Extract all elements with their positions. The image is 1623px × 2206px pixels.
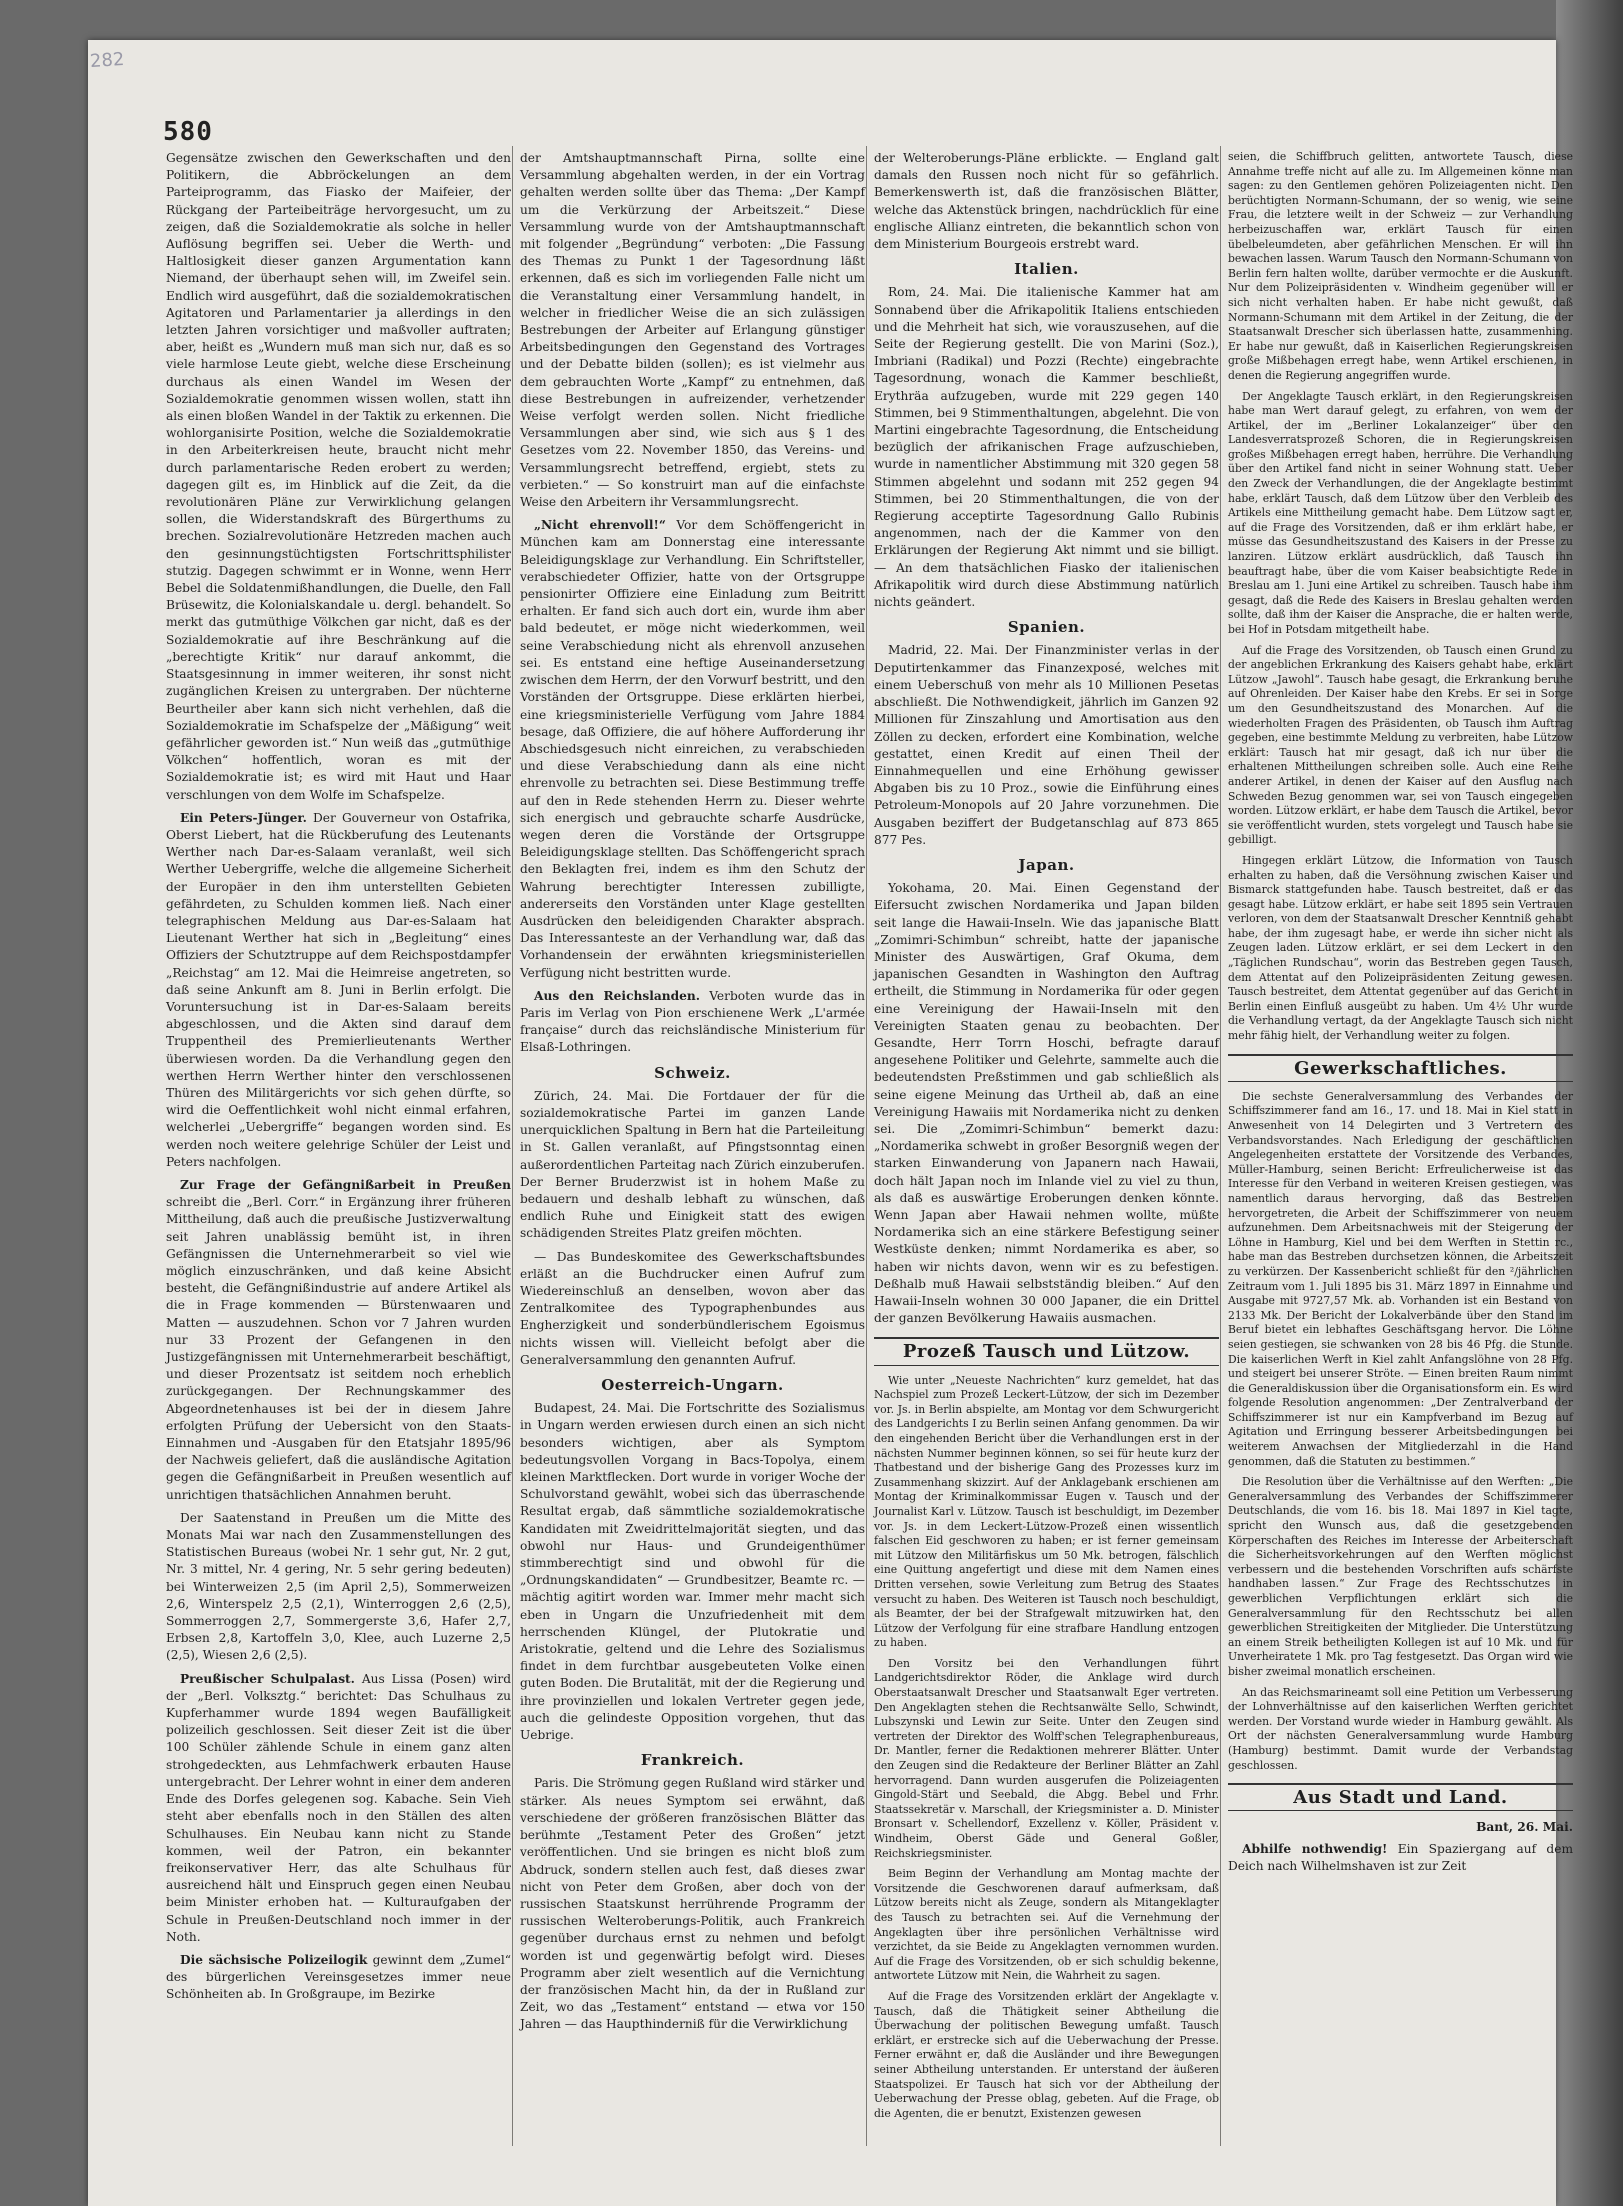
column-2 <box>520 150 865 2040</box>
article-text: Hingegen erklärt Lützow, die Information von Tausch erhalten zu haben, daß die Versöhnung zwischen Kaiser und Bismarck stattgefunden habe. Tausch bestreitet, daß er das gesagt habe. Lützow erklärt, er habe seit 1895 sein Vertrauen verloren, von dem der Staatsanwalt Drescher Kenntniß gehabt habe, der ihm zugesagt habe, er werde ihn sicher nicht als Zeugen laden. Lützow erklärt, er sei dem Leckert in den „Täglichen Rundschau“, worin das Bestreben gegen Tausch, dem Attentat auf den Polizeipräsidenten Zeitung gewesen. Tausch bestreitet, dem Attentat gegenüber auf das Gericht in Berlin einen Einfluß ausgeübt zu haben. Um 4½ Uhr wurde die Verhandlung vertagt, da der Angeklagte Tausch sich nicht mehr fähig hielt, der Verhandlung weiter zu folgen. <box>1228 853 1573 1043</box>
section-heading: Italien. <box>1014 260 1079 279</box>
column-3 <box>874 150 1219 2127</box>
article-text: der Welteroberungs-Pläne erblickte. — England galt damals den Russen noch nicht für so gefährlich. Bemerkenswerth ist, daß die französischen Blätter, welche das Aktenstück bringen, nachdrücklich für eine englische Allianz eintreten, die bekanntlich schon von dem Ministerium Bourgeois erstrebt ward. <box>874 151 1219 252</box>
section-heading: Aus Stadt und Land. <box>1228 1783 1573 1811</box>
article-text: Auf die Frage des Vorsitzenden erklärt der Angeklagte v. Tausch, daß die Thätigkeit seiner Abtheilung die Überwachung der politischen Bewegung umfaßt. Tausch erklärt, er erstrecke sich auf die Ueberwachung der Presse. Ferner erwähnt er, daß die Ausländer und ihre Bewegungen seiner Abtheilung unterstanden. Er unterstand der äußeren Staatspolizei. Er Tausch hat sich vor der Abtheilung der Ueberwachung der Presse oblag, gebeten. Auf die Frage, ob die Agenten, die er benutzt, Existenzen gewesen <box>874 1989 1219 2120</box>
article-paragraph <box>166 1671 511 1946</box>
article-text: Aus Lissa (Posen) wird der „Berl. Volksztg.“ berichtet: Das Schulhaus zu Kupferhammer wurde 1894 wegen Baufälligkeit polizeilich geschlossen. Seit dieser Zeit ist die über 100 Schüler zählende Schule in einem ganz alten strohgedeckten, aus Lehmfachwerk erbauten Hause untergebracht. Der Lehrer wohnt in einer dem anderen Ende des Dorfes gelegenen sog. Kabache. Sein Vieh steht aber ebenfalls noch in den Ställen des alten Schulhauses. Ein Neubau kann nicht zu Stande kommen, weil der Patron, ein bekannter freikonservativer Herr, das alte Schulhaus für ausreichend hält und Einspruch gegen einen Neubau beim Minister erhoben hat. — Kulturaufgaben der Schule in Preußen-Deutschland noch immer in der Noth. <box>166 1671 512 1944</box>
section-heading: Spanien. <box>1007 618 1086 637</box>
article-lead: Ein Peters-Jünger. <box>180 810 307 825</box>
article-text: gewinnt dem „Zumel“ des bürgerlichen Vereinsgesetzes immer neue Schönheiten ab. In Großgraupe, im Bezirke <box>166 1952 511 2002</box>
article-lead: Die sächsische Polizeilogik <box>180 1952 368 1967</box>
article-text: Auf die Frage des Vorsitzenden, ob Tausch einen Grund zu der angeblichen Erkrankung des Kaisers gehabt habe, erklärt Lützow „Jawohl“. Tausch habe gesagt, die Erkrankung beruhe auf Ohrenleiden. Der Kaiser habe den Krebs. Er sei in Sorge um den Gesundheitszustand des Monarchen. Auf die wiederholten Fragen des Präsidenten, ob Tausch ihm Auftrag gegeben, eine bestimmte Meldung zu verbreiten, habe Lützow erklärt: Tausch hat mir gesagt, daß ich nur über die erhaltenen Mittheilungen schreiben solle. Auch eine Reihe anderer Artikel, in denen der Kaiser auf den Ausflug nach Schweden Bezug genommen war, sei von Tausch eingegeben worden. Lützow erklärt, er habe dem Tausch die Artikel, bevor sie veröffentlicht wurden, stets vorgelegt und Tausch habe sie gebilligt. <box>1228 643 1573 847</box>
dateline: Bant, 26. Mai. <box>1476 1820 1573 1835</box>
article-text: Wie unter „Neueste Nachrichten“ kurz gemeldet, hat das Nachspiel zum Prozeß Leckert-Lützow, der sich im Dezember vor. Js. in Berlin abspielte, am Montag vor dem Schwurgericht des Landgerichts I zu Berlin seinen Anfang genommen. Da wir den eingehenden Bericht über die Verhandlungen erst in der nächsten Nummer beginnen können, so sei für heute kurz der Thatbestand und der bisherige Gang des Prozesses kurz im Zusammenhang skizzirt. Auf der Anklagebank erschienen am Montag der Kriminalkommissar Eugen v. Tausch und der Journalist Karl v. Lützow. Tausch ist beschuldigt, im Dezember vor. Js. in dem Leckert-Lützow-Prozeß einen wissentlich falschen Eid geschworen zu haben; er ist ferner gemeinsam mit Lützow den Militärfiskus um 50 Mk. betrogen, fälschlich eine Quittung angefertigt und diese mit dem Namen eines Dritten versehen, sowie Verleitung zum Betrug des Staates versucht zu haben. Des Weiteren ist Tausch noch beschuldigt, als Beamter, der bei der Strafgewalt mitzuwirken hat, den Lützow der Verfolgung für eine strafbare Handlung entzogen zu haben. <box>874 1373 1219 1650</box>
article-text: der Amtshauptmannschaft Pirna, sollte eine Versammlung abgehalten werden, in der ein Vortrag gehalten werden sollte über das Thema: „Der Kampf um die Verkürzung der Arbeitszeit.“ Diese Versammlung wurde von der Amtshauptmannschaft mit folgender „Begründung“ verboten: „Die Fassung des Themas zu Punkt 1 der Tagesordnung läßt erkennen, daß es sich im vorliegenden Falle nicht um die Veranstaltung einer Versammlung handelt, in welcher in friedlicher Weise die an sich zulässigen Bestrebungen der Arbeiter auf Erlangung günstiger Arbeitsbedingungen den Gegenstand des Vortrages und der Debatte bilden (sollen); es ist vielmehr aus dem gebrauchten Worte „Kampf“ zu entnehmen, daß diese Bestrebungen in aufreizender, verhetzender Weise verfolgt werden sollen. Nicht friedliche Versammlungen aber sind, wie sich aus § 1 des Gesetzes vom 22. November 1850, das Vereins- und Versammlungsrecht betreffend, ergiebt, stets zu verbieten.“ — So konstruirt man auf die einfachste Weise den Arbeitern ihr Versammlungsrecht. <box>520 151 865 510</box>
section-heading: Gewerkschaftliches. <box>1228 1054 1573 1082</box>
article-text: schreibt die „Berl. Corr.“ in Ergänzung ihrer früheren Mittheilung, daß auch die preußische Justizverwaltung seit Jahren unablässig bemüht ist, in ihren Gefängnissen die Unternehmerarbeit so viel wie möglich einzuschränken, und daß keine Absicht besteht, die Gefängnißindustrie auf andere Artikel als die in Frage kommenden — Bürstenwaaren und Matten — auszudehnen. Schon vor 7 Jahren wurden nur 33 Prozent der Gefangenen in den Justizgefängnissen mit Unternehmerarbeit beschäftigt, und dieser Prozentsatz ist seitdem noch erheblich zurückgegangen. Der Rechnungskammer des Abgeordnetenhauses ist bei der in diesem Jahre erfolgten Prüfung der Uebersicht von den Staats-Einnahmen und -Ausgaben für den Etatsjahr 1895/96 der Nachweis geliefert, daß die ausländische Agitation gegen die Gefängnißarbeit in Preußen wesentlich auf unrichtigen thatsächlichen Annahmen beruht. <box>166 1195 511 1502</box>
article-text: Paris. Die Strömung gegen Rußland wird stärker und stärker. Als neues Symptom sei erwähnt, daß verschiedene der größeren französischen Blätter das berühmte „Testament Peter des Großen“ jetzt veröffentlichen. Und sie bringen es nicht bloß zum Abdruck, sondern stellen auch fest, daß dieses zwar nicht von Peter dem Großen, aber doch von der russischen Staatskunst herrührende Programm der russischen Welteroberungs-Politik, auch Frankreich gegenüber durchaus ernst zu nehmen und befolgt worden ist und gegenwärtig befolgt wird. Dieses Programm aber zielt wesentlich auf die Vernichtung der französischen Macht hin, da der in Rußland zur Zeit, wo das „Testament“ entstand — etwa vor 150 Jahren — das Haupthinderniß für die Verwirklichung <box>520 1776 865 2032</box>
article-paragraph <box>166 810 511 1171</box>
article-text: — Das Bundeskomitee des Gewerkschaftsbundes erläßt an die Buchdrucker einen Aufruf zum Wiedereinschluß an denselben, wovon aber das Zentralkomitee des Typographenbundes aus Engherzigkeit und sonderbündlerischem Egoismus nichts wissen will. Vielleicht befolgt aber die Generalversammlung den genannten Aufruf. <box>520 1249 865 1367</box>
article-text: Den Vorsitz bei den Verhandlungen führt Landgerichtsdirektor Röder, die Anklage wird durch Oberstaatsanwalt Drescher und Staatsanwalt Eger vertreten. Den Angeklagten stehen die Rechtsanwälte Sello, Schwindt, Lubszynski und Lewin zur Seite. Unter den Zeugen sind vertreten der Direktor des Wolff'schen Telegraphenbureaus, Dr. Mantler, ferner die Redaktionen mehrerer Blätter. Unter den Zeugen sind die Redakteure der Berliner Blätter an Zahl hervorragend. Dann wurden ausgerufen die Polizeiagenten Gingold-Stärt und Seebald, die Abgg. Bebel und Frhr. Staatssekretär v. Marschall, der Kriegsminister a. D. Minister Bronsart v. Schellendorf, Exzellenz v. Köller, Präsident v. Windheim, Oberst Gäde und General Goßler, Reichskriegsminister. <box>874 1656 1219 1860</box>
article-text: Verboten wurde das in Paris im Verlag von Pion erschienene Werk „L'armée française“ durch das reichsländische Ministerium für Elsaß-Lothringen. <box>520 988 865 1055</box>
article-lead: Zur Frage der Gefängnißarbeit in Preußen <box>180 1177 511 1192</box>
section-heading: Frankreich. <box>640 1751 745 1770</box>
article-lead: Aus den Reichslanden. <box>534 988 700 1003</box>
article-text: Ein Spaziergang auf dem Deich nach Wilhelmshaven ist zur Zeit <box>1228 1841 1573 1873</box>
section-heading: Japan. <box>1018 855 1075 874</box>
article-text: Yokohama, 20. Mai. Einen Gegenstand der Eifersucht zwischen Nordamerika und Japan bilden seit lange die Hawaii-Inseln. Wie das japanische Blatt „Zomimri-Schimbun“ schreibt, hatte der japanische Minister des Auswärtigen, Graf Okuma, dem japanischen Gesandten in Washington den Auftrag ertheilt, die Stimmung in Nordamerika für oder gegen eine Vereinigung der Hawaii-Inseln mit den Vereinigten Staaten genau zu beobachten. Der Gesandte, Herr Torrn Hoschi, befragte darauf angesehene Politiker und Gelehrte, sammelte auch die bedeutendsten Preßstimmen und gab schließlich als seine eigene Meinung das Urtheil ab, daß an eine Vereinigung Hawaiis mit Nordamerika nicht zu denken sei. Die „Zomimri-Schimbun“ bemerkt dazu: „Nordamerika schwebt in großer Besorgniß wegen der starken Einwanderung von Japanern nach Hawaii, doch hält Japan noch im Inlande viel zu viel zu thun, als daß es auswärtige Eroberungen denken könnte. Wenn Japan aber Hawaii nehmen wollte, müßte Nordamerika sich an eine stärkere Befestigung seiner Westküste denken; nimmt Nordamerika es aber, so haben wir nichts davon, wenn wir es zu befestigen. Deßhalb muß Hawaii selbstständig bleiben.“ Auf den Hawaii-Inseln wohnen 30 000 Japaner, die ein Drittel der ganzen Bevölkerung Hawaiis ausmachen. <box>874 881 1219 1326</box>
article-text: An das Reichsmarineamt soll eine Petition um Verbesserung der Lohnverhältnisse auf den kaiserlichen Werften gerichtet werden. Der Vorstand wurde wieder in Hamburg gewählt. Als Ort der nächsten Generalversammlung wurde Hamburg (Hamburg) bestimmt. Damit wurde der Verbandstag geschlossen. <box>1228 1685 1573 1772</box>
article-lead: Preußischer Schulpalast. <box>180 1671 355 1686</box>
column-rule <box>866 146 867 2146</box>
article-text: Die sechste Generalversammlung des Verbandes der Schiffszimmerer fand am 16., 17. und 18. Mai in Kiel statt in Anwesenheit von 14 Delegirten und 3 Vertretern des Verbandsvorstandes. Nach Erledigung der geschäftlichen Angelegenheiten erstattete der Vorsitzende des Verbandes, Müller-Hamburg, seinen Bericht: Erfreulicherweise ist das Interesse für den Verband in weiteren Kreisen gestiegen, was namentlich daraus hervorging, daß das Bestreben hervorgetreten, die Arbeit der Schiffszimmerer von neuem aufzunehmen. Dem Arbeitsnachweis mit der Steigerung der Löhne in Hamburg, Kiel und bei dem Werften in Stettin rc., habe man das Bestreben durchsetzen können, die Arbeitszeit zu verkürzen. Der Kassenbericht schließt für den ²/jährlichen Zeitraum vom 1. Juli 1895 bis 31. März 1897 in Einnahme und Ausgabe mit 9727,57 Mk. ab. Vorhanden ist ein Bestand von 2133 Mk. Der Bericht der Lokalverbände über den Stand im Beruf bietet ein lebhaftes Geschäftsgang hervor. Die Löhne seien gestiegen, sie schwanken von 28 bis 46 Pfg. die Stunde. Die kaiserlichen Werft in Kiel zahlt Anfangslöhne von 28 Pfg. und steigert bei unserer Ströte. — Einen breiten Raum nimmt die Generaldiskussion über die Organisationsform ein. Es wird folgende Resolution angenommen: „Der Zentralverband der Schiffszimmerer ist nur ein Kampfverband im Bezug auf Agitation und Erringung besserer Arbeitsbedingungen bei weiterem Anwachsen der Mitgliederzahl in die Hand genommen, daß die Statuten zu bestimmen.“ <box>1228 1089 1573 1468</box>
article-text: Beim Beginn der Verhandlung am Montag machte der Vorsitzende die Geschworenen darauf aufmerksam, daß Lützow bereits nicht als Zeuge, sondern als Mitangeklagter des Tausch zu betrachten sei. Auf die Vernehmung der Angeklagten über ihre persönlichen Verhältnisse wird verzichtet, da sie Beide zu Angeklagten vernommen wurden. Auf die Frage des Vorsitzenden, ob er sich schuldig bekenne, antwortete Lützow mit Nein, die Wahrheit zu sagen. <box>874 1867 1219 1983</box>
article-paragraph <box>520 517 865 981</box>
article-text: Rom, 24. Mai. Die italienische Kammer hat am Sonnabend über die Afrikapolitik Italiens entschieden und die Mehrheit hat sich, wie vorauszusehen, auf die Seite der Regierung gestellt. Die von Marini (Soz.), Imbriani (Radikal) und Pozzi (Rechte) eingebrachte Tagesordnung, wonach die Kammer beschließt, Erythräa aufzugeben, wurde mit 229 gegen 140 Stimmen, bei 9 Stimmenthaltungen, abgelehnt. Die von Martini eingebrachte Tagesordnung, die Entscheidung bezüglich der afrikanischen Frage aufzuschieben, wurde in namentlicher Abstimmung mit 320 gegen 58 Stimmen abgelehnt und sodann mit 252 gegen 94 Stimmen, bei 20 Stimmenthaltungen, die von der Regierung acceptirte Tagesordnung Gallo Rubinis angenommen, nach der die Kammer von den Erklärungen der Regierung Akt nimmt und sie billigt. — An dem thatsächlichen Fiasko der italienischen Afrikapolitik wird durch diese Abstimmung natürlich nichts geändert. <box>874 285 1219 610</box>
article-text: Der Angeklagte Tausch erklärt, in den Regierungskreisen habe man Wert darauf gelegt, zu erfahren, von wem der Artikel, der im „Berliner Lokalanzeiger“ über den Landesverratsprozeß Schoren, die in Regierungskreisen großes Mißbehagen erregt haben, herrühre. Die Verhandlung über den Artikel fand nicht in seiner Wohnung statt. Ueber den Zweck der Verhandlungen, die der Angeklagte bestimmt habe, erklärt Tausch, daß dem Lützow über den Verbleib des Artikels eine Mittheilung gemacht habe. Dem Lützow sagt er, auf die Frage des Vorsitzenden, daß er ihm erklärt habe, er müsse das Gesundheitszustand des Kaisers in der Presse zu lanziren. Lützow erklärt ausdrücklich, daß Tausch ihn beauftragt habe, über die vom Kaiser beabsichtigte Rede in Breslau am 1. Juni eine Artikel zu schreiben. Tausch habe ihm gesagt, daß die Rede des Kaisers in Breslau gehalten werden sollte, daß ihm der Kaiser die Ansprache, die er halten werde, bei Hof in Potsdam mitgetheilt habe. <box>1228 389 1573 636</box>
article-paragraph <box>166 1952 511 2004</box>
article-paragraph <box>166 1177 511 1504</box>
section-heading: Schweiz. <box>654 1063 731 1082</box>
column-rule <box>512 146 513 2146</box>
section-heading: Oesterreich-Ungarn. <box>601 1376 784 1395</box>
article-text: Zürich, 24. Mai. Die Fortdauer der für die sozialdemokratische Partei im ganzen Lande unerquicklichen Spaltung in Bern hat die Parteileitung in St. Gallen veranlaßt, auf Pfingstsonntag einen außerordentlichen Parteitag nach Zürich einzuberufen. Der Berner Bruderzwist ist in hohem Maße zu bedauern und deshalb lebhaft zu wünschen, daß endlich Ruhe und Einigkeit statt des ewigen schädigenden Streites Platz greifen möchten. <box>520 1088 865 1241</box>
article-paragraph <box>520 988 865 1057</box>
column-1 <box>166 150 511 2010</box>
article-text: Gegensätze zwischen den Gewerkschaften und den Politikern, die Abbröckelungen an dem Parteiprogramm, das Fiasko der Maifeier, der Rückgang der Parteibeiträge hervorgesucht, um zu zeigen, daß die Sozialdemokratie als solche in heller Auflösung begriffen sei. Ueber die Werth- und Haltlosigkeit dieser ganzen Argumentation kann Niemand, der überhaupt sehen will, im Zweifel sein. Endlich wird ausgeführt, daß die sozialdemokratischen Agitatoren und Parlamentarier ja allerdings in den letzten Jahren vorsichtiger und maßvoller auftraten; aber, heißt es „Wundern muß man sich nur, daß es so viele harmlose Leute giebt, welche diese Erscheinung durchaus als einen Wandel im Wesen der Sozialdemokratie genommen wissen wollen, statt ihn als einen bloßen Wandel in der Taktik zu erkennen. Die wohlorganisirte Position, welche die Sozialdemokratie in den Arbeiterkreisen heute, braucht nicht mehr durch parlamentarische Reden erobert zu werden; dagegen gilt es, im Hinblick auf die Zeit, da die revolutionären Pläne zur Verwirklichung gelangen sollen, die Widerstandskraft des Bürgerthums zu brechen. Sozialrevolutionäre Hetzreden machen auch den gesinnungstüchtigsten Fortschrittsphilister stutzig. Dagegen schwimmt er in Wonne, wenn Herr Bebel die Soldatenmißhandlungen, die Duelle, den Fall Brüsewitz, die Kolonialskandale u. dergl. behandelt. So merkt das gutmüthige Völkchen gar nicht, daß es der Sozialdemokratie auf ihre Beschränkung auf die „berechtigte Kritik“ nur darauf ankommt, die Staatsgesinnung in immer weiteren, ihr sonst nicht zugänglichen Kreisen zu untergraben. Der nüchterne Beurtheiler aber kann sich nicht verhehlen, daß die Sozialdemokratie im Schafspelze der „Mäßigung“ weit gefährlicher geworden ist.“ Nun weiß das „gutmüthige Völkchen“ hoffentlich, woran es mit der Sozialdemokratie ist; es wird mit Haut und Haar verschlungen von dem Wolfe im Schafspelze. <box>166 151 511 802</box>
article-paragraph <box>1228 1841 1573 1875</box>
article-text: Budapest, 24. Mai. Die Fortschritte des Sozialismus in Ungarn werden erwiesen durch einen an sich nicht besonders wichtigen, aber als Symptom bedeutungsvollen Vorgang in Bacs-Topolya, einem kleinen Marktflecken. Dort wurde in voriger Woche der Schulvorstand gewählt, wobei sich das überraschende Resultat ergab, daß sämmtliche sozialdemokratische Kandidaten mit Zweidrittelmajorität siegten, und das obwohl nur Haus- und Grundeigenthümer stimmberechtigt sind und obwohl für die „Ordnungskandidaten“ — Grundbesitzer, Beamte rc. — mächtig agitirt worden war. Immer mehr macht sich eben in Ungarn die Unzufriedenheit mit dem herrschenden Klüngel, der Plutokratie und Aristokratie, geltend und die Lehre des Sozialismus findet in dem furchtbar ausgebeuteten Volke einen guten Boden. Die Brutalität, mit der die Regierung und ihre provinziellen und lokalen Vertreter gegen jede, auch die gelindeste Opposition vorgehen, thut das Uebrige. <box>520 1401 865 1743</box>
article-lead: Abhilfe nothwendig! <box>1242 1841 1388 1856</box>
article-text: Der Gouverneur von Ostafrika, Oberst Liebert, hat die Rückberufung des Leutenants Werther nach Dar-es-Salaam veranlaßt, weil sich Werther Uebergriffe, welche die allgemeine Sicherheit der Europäer in den ihm unterstellten Gebieten gefährdeten, zu Schulden kommen ließ. Nach einer telegraphischen Meldung aus Dar-es-Salaam hat Lieutenant Werther hat sich in „Begleitung“ eines Offiziers der Schutztruppe auf dem Reichspostdampfer „Reichstag“ am 12. Mai die Heimreise angetreten, so daß seine Ankunft am 8. Juni in Berlin erfolgt. Die Voruntersuchung ist in Dar-es-Salaam bereits abgeschlossen, und die Akten sind darauf dem Truppentheil des Premierlieutenants Werther überwiesen worden. Da die Verhandlung gegen den werthen Herrn Werther hinter den verschlossenen Thüren des Militärgerichts vor sich gehen dürfte, so wird die Oeffentlichkeit wohl nicht einmal erfahren, welcherlei „Uebergriffe“ begangen worden sind. Es werden noch weitere gelehrige Schüler der Leist und Peters nachfolgen. <box>166 810 511 1169</box>
article-text: Madrid, 22. Mai. Der Finanzminister verlas in der Deputirtenkammer das Finanzexposé, welches mit einem Ueberschuß von mehr als 10 Millionen Pesetas abschließt. Die Nothwendigkeit, jährlich im Ganzen 92 Millionen für Zinszahlung und Amortisation aus den Zöllen zu decken, erfordert eine Kombination, welche gestattet, einen Kredit auf einen Theil der Einnahmequellen und eine Erhöhung gewisser Abgaben bis zu 10 Proz., sowie die Einführung eines Petroleum-Monopols auf 20 Jahre vorzunehmen. Die Ausgaben beziffert der Budgetanschlag auf 873 865 877 Pes. <box>874 643 1219 847</box>
newspaper-page <box>88 40 1573 2206</box>
article-lead: „Nicht ehrenvoll!“ <box>534 518 666 533</box>
column-rule <box>1220 146 1221 2146</box>
article-text: Die Resolution über die Verhältnisse auf den Werften: „Die Generalversammlung des Verbandes der Schiffszimmerer Deutschlands, die vom 16. bis 18. Mai 1897 in Kiel tagte, spricht den Wunsch aus, daß die gesetzgebenden Körperschaften des Reiches im Interesse der Arbeiterschaft die Sicherheitsvorkehrungen auf den Werften möglichst verbessern und die bestehenden Vorschriften aufs schärfste handhaben lassen.“ Zur Frage des Rechtsschutzes in gewerblichen Verpflichtungen erklärt sich die Generalversammlung für den Rechtsschutz bei allen gewerblichen Streitigkeiten der Mitglieder. Die Unterstützung an einem Streik betheiligten Kollegen ist auf 10 Mk. und für Unverheiratete 1 Mk. pro Tag festgesetzt. Das Organ wird wie bisher zweimal monatlich erscheinen. <box>1228 1475 1573 1678</box>
article-text: Der Saatenstand in Preußen um die Mitte des Monats Mai war nach den Zusammenstellungen des Statistischen Bureaus (wobei Nr. 1 sehr gut, Nr. 2 gut, Nr. 3 mittel, Nr. 4 gering, Nr. 5 sehr gering bedeuten) bei Winterweizen 2,5 (im April 2,5), Sommerweizen 2,6, Winterspelz 2,5 (2,1), Winterroggen 2,6 (2,5), Sommerroggen 2,7, Sommergerste 3,6, Hafer 2,7, Erbsen 2,8, Kartoffeln 3,0, Klee, auch Luzerne 2,5 (2,5), Wiesen 2,6 (2,5). <box>166 1510 511 1663</box>
section-heading: Prozeß Tausch und Lützow. <box>874 1337 1219 1365</box>
page-number: 580 <box>163 117 213 147</box>
pencil-annotation: 282 <box>89 48 126 73</box>
article-text: seien, die Schiffbruch gelitten, antwortete Tausch, diese Annahme treffe nicht auf alle zu. Im Allgemeinen könne man sagen: zu den Gentlemen gehören Polizeiagenten nicht. Den berüchtigten Normann-Schumann, der so wenig, wie seine Frau, die letztere weilt in der Schweiz — zur Verhandlung herbeizuschaffen war, erklärt Tausch für einen übelbeleumdeten, aber gefährlichen Menschen. Er will ihn bewachen lassen. Warum Tausch den Normann-Schumann von Berlin fern halten wollte, darüber vermochte er die Auskunft. Nur dem Polizeipräsidenten v. Windheim gegenüber will er sich nicht verhalten haben. Er habe nicht gewußt, daß Normann-Schumann mit dem Artikel in der Zeitung, die der Staatsanwalt Drescher sich überlassen hatte, zusammenhing. Er habe nur gewußt, daß in Kaiserlichen Regierungskreisen große Mißbehagen erregt habe, wenn Artikel erschienen, in denen die Regierung angegriffen wurde. <box>1228 150 1573 382</box>
column-4 <box>1228 150 1573 1881</box>
article-text: Vor dem Schöffengericht in München kam am Donnerstag eine interessante Beleidigungsklage zur Verhandlung. Ein Schriftsteller, verabschiedeter Offizier, hatte von der Ortsgruppe pensionirter Offiziere eine Einladung zum Beitritt erhalten. Er fand sich auch dort ein, wurde ihm aber bald bedeutet, er möge nicht wiederkommen, weil seine Verabschiedung nicht als ehrenvoll anzusehen sei. Es entstand eine heftige Auseinandersetzung zwischen dem Herrn, der den Vorwurf bestritt, und den Vorständen der Ortsgruppe. Diese erklärten hierbei, eine kriegsministerielle Verfügung vom Jahre 1884 besage, daß Offiziere, die auf höhere Aufforderung ihr Abschiedsgesuch nicht einreichen, zu verabschieden und diese Verabschiedung dann als eine nicht ehrenvolle zu betrachten sei. Diese Bestimmung treffe auf den in Rede stehenden Herrn zu. Dieser wehrte sich energisch und gebrauchte scharfe Ausdrücke, wegen deren die Vorstände der Ortsgruppe Beleidigungsklage stellten. Das Schöffengericht sprach den Beklagten frei, indem es ihm den Schutz der Wahrung berechtigter Interessen zubilligte, andererseits den Vorständen unter Klage gestellten Ausdrücken den beleidigenden Charakter absprach. Das Interessanteste an der Verhandlung war, daß das Vorhandensein der erwähnten kriegsministeriellen Verfügung nicht bestritten wurde. <box>520 518 865 980</box>
